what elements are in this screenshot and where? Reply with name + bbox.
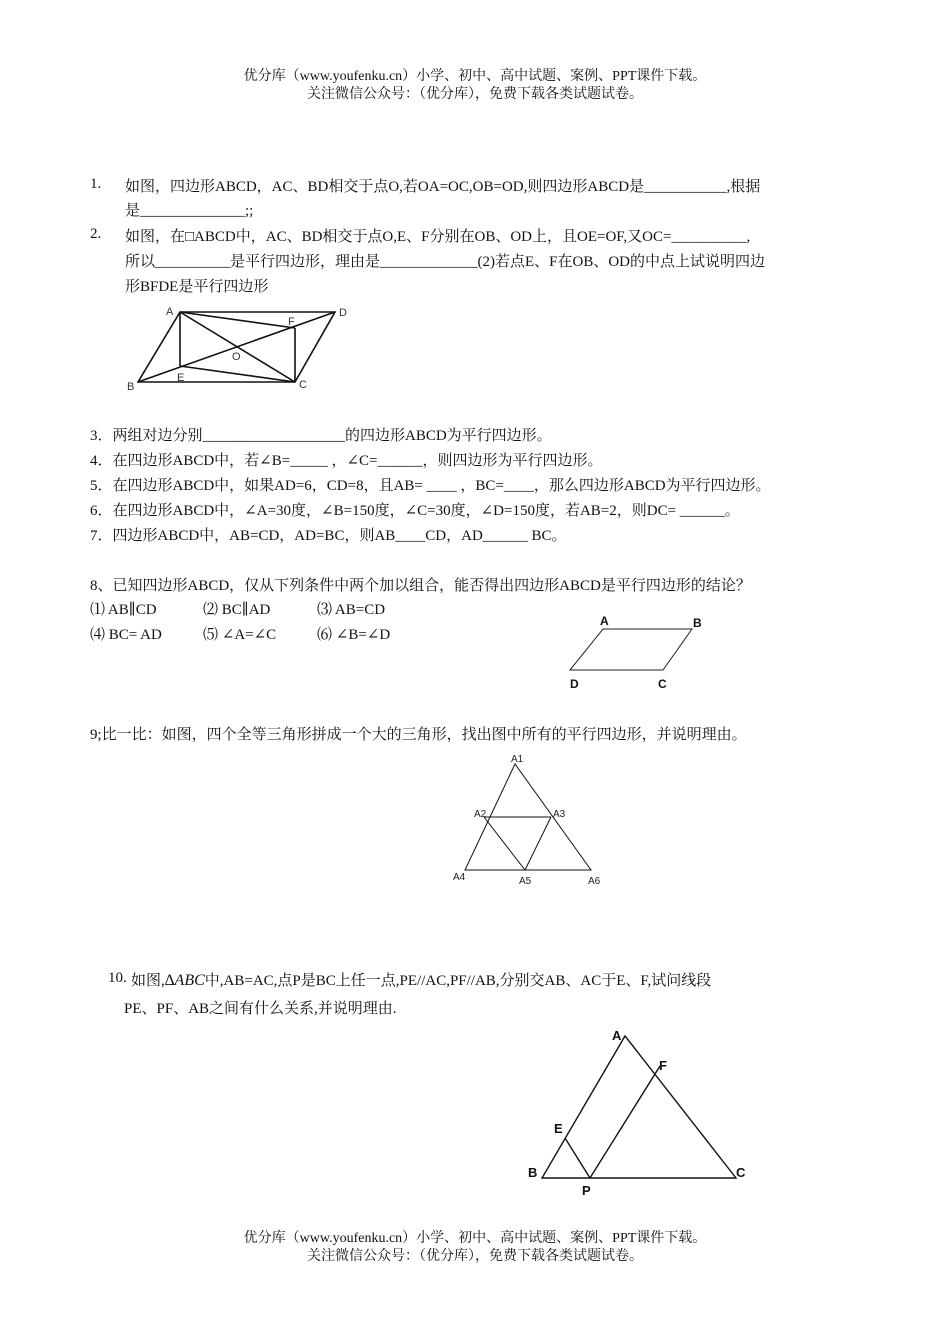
q2-label-o: O xyxy=(232,351,241,363)
q9-label-a6: A6 xyxy=(588,876,601,887)
q10-segment-pe xyxy=(565,1138,590,1178)
q8-stem: 8、已知四边形ABCD，仅从下列条件中两个加以组合，能否得出四边形ABCD是平行四边形的结论？ xyxy=(90,578,751,594)
q10-line-1-rest: 中,AB=AC,点P是BC上任一点,PE//AC,PF//AB,分别交AB、AC于E、F,试问线段 xyxy=(204,973,712,989)
q10-triangle-figure xyxy=(520,1020,760,1205)
q9-stem: 9;比一比：如图，四个全等三角形拼成一个大的三角形，找出图中所有的平行四边形，并说明理由。 xyxy=(90,727,747,743)
q6-text: 6．在四边形ABCD中，∠A=30度，∠B=150度，∠C=30度，∠D=150度，若AB=2，则DC= ______。 xyxy=(90,503,740,519)
q10-line-1 xyxy=(131,970,711,992)
q10-label-c: C xyxy=(736,1165,746,1180)
q9-label-a4: A4 xyxy=(453,872,466,883)
q10-label-e: E xyxy=(554,1121,563,1136)
q8-parallelogram-outline xyxy=(570,629,692,670)
q2-segment-af xyxy=(180,312,295,328)
q9-label-a1: A1 xyxy=(511,754,524,765)
q8-option-1: ⑴ AB∥CD xyxy=(90,602,157,618)
header-line-2: 关注微信公众号：（优分库），免费下载各类试题试卷。 xyxy=(307,87,643,102)
q1-line-2: 是______________;; xyxy=(125,203,254,219)
q2-segment-ec xyxy=(180,366,295,382)
q9-label-a5: A5 xyxy=(519,876,532,887)
q8-parallelogram-figure xyxy=(560,612,710,692)
q1-number: 1. xyxy=(90,176,102,192)
q9-triangle-figure xyxy=(448,750,608,890)
q4-text: 4．在四边形ABCD中，若∠B=_____ ，∠C=______，则四边形为平行四边形。 xyxy=(90,453,603,469)
q10-label-a: A xyxy=(612,1028,622,1043)
q2-parallelogram-figure xyxy=(120,300,360,395)
q3-text: 3．两组对边分别___________________的四边形ABCD为平行四边形。 xyxy=(90,428,552,444)
q8-label-c: C xyxy=(658,677,667,691)
q2-label-c: C xyxy=(299,379,307,391)
q10-segment-pf xyxy=(590,1066,660,1178)
q2-line-3: 形BFDE是平行四边形 xyxy=(125,279,269,295)
q2-diagonal-bd xyxy=(138,312,335,382)
q8-option-6: ⑹ ∠B=∠D xyxy=(317,627,391,643)
q9-midline-a2-a5 xyxy=(484,817,525,870)
q10-prefix: 如图, xyxy=(131,973,165,989)
q2-label-f: F xyxy=(288,316,295,328)
q8-label-a: A xyxy=(600,614,609,628)
q2-line-2: 所以__________是平行四边形，理由是_____________(2)若点E、F在OB、OD的中点上试说明四边 xyxy=(125,254,766,270)
q2-label-a: A xyxy=(166,306,174,318)
q2-number: 2. xyxy=(90,226,102,242)
q2-label-b: B xyxy=(127,381,135,393)
q10-number: 10. xyxy=(108,970,127,986)
q10-triangle-abc xyxy=(542,1036,736,1178)
footer-line-2: 关注微信公众号：（优分库），免费下载各类试题试卷。 xyxy=(307,1249,643,1264)
q8-option-4: ⑷ BC= AD xyxy=(90,627,162,643)
q8-label-d: D xyxy=(570,677,579,691)
q10-line-2: PE、PF、AB之间有什么关系,并说明理由. xyxy=(124,1001,397,1017)
q1-line-1: 如图，四边形ABCD，AC、BD相交于点O,若OA=OC,OB=OD,则四边形ABCD是___________,根据 xyxy=(125,179,761,195)
q10-triangle-symbol: ∆ABC xyxy=(164,972,205,989)
q10-label-f: F xyxy=(659,1058,667,1073)
q10-label-b: B xyxy=(528,1165,538,1180)
q8-label-b: B xyxy=(693,616,702,630)
header-line-1: 优分库（www.youfenku.cn）小学、初中、高中试题、案例、PPT课件下载。 xyxy=(243,69,707,84)
q8-option-5: ⑸ ∠A=∠C xyxy=(203,627,277,643)
q10-label-p: P xyxy=(582,1183,591,1198)
q7-text: 7．四边形ABCD中，AB=CD，AD=BC，则AB____CD，AD______ BC。 xyxy=(90,528,567,544)
footer-line-1: 优分库（www.youfenku.cn）小学、初中、高中试题、案例、PPT课件下载。 xyxy=(243,1231,707,1246)
q5-text: 5．在四边形ABCD中，如果AD=6，CD=8，且AB= ____ ，BC=____，那么四边形ABCD为平行四边形。 xyxy=(90,478,771,494)
q2-label-d: D xyxy=(339,307,347,319)
q2-label-e: E xyxy=(177,372,185,384)
q8-option-3: ⑶ AB=CD xyxy=(317,602,386,618)
q8-option-2: ⑵ BC∥AD xyxy=(203,602,271,618)
q9-midline-a3-a5 xyxy=(525,817,551,870)
q9-label-a2: A2 xyxy=(474,809,487,820)
q2-line-1: 如图，在□ABCD中，AC、BD相交于点O,E、F分别在OB、OD上，且OE=OF,又OC=__________, xyxy=(125,229,751,245)
q9-label-a3: A3 xyxy=(553,809,566,820)
